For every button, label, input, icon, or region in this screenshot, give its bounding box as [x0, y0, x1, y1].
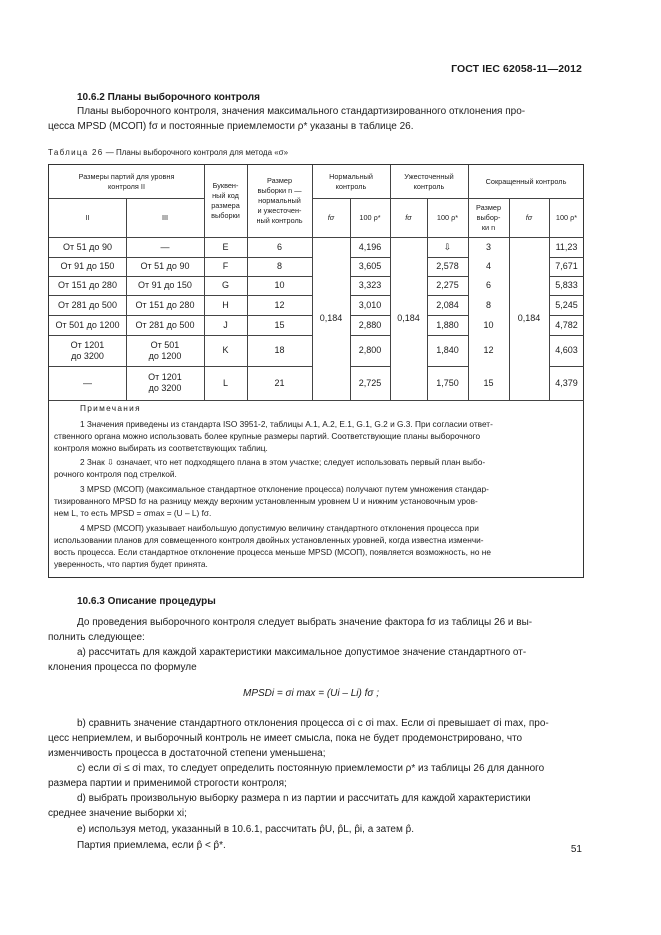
subheader-iii: III — [161, 212, 169, 222]
paragraph-line: размера партии и применимой строгости контроля; — [48, 778, 287, 789]
cell-rho-tight: 1,840 — [436, 345, 459, 355]
subheader-f-sigma: fσ — [327, 212, 335, 222]
paragraph-line: е) используя метод, указанный в 10.6.1, рассчитать p̂U, p̂L, p̂i, а затем p̂. — [77, 824, 414, 835]
cell-lot-ii: — — [83, 377, 92, 388]
note-line: уверенность, что партия будет принята. — [54, 559, 208, 569]
note-line: 2 Знак ⇩ означает, что нет подходящего плана в этом участке; следует использовать первый план выбо- — [80, 457, 486, 467]
note-line: тизированного MPSD fσ на разницу между верхним установленным уровнем U и нижним установочным уров- — [54, 496, 478, 506]
cell-rho-reduced: 11,23 — [555, 241, 578, 252]
cell-lot-iii: От 501 до 1200 — [148, 339, 182, 361]
cell-n: 21 — [274, 377, 285, 388]
notes-title: Примечания — [80, 403, 141, 413]
document-header: ГОСТ IEC 62058-11—2012 — [451, 63, 582, 75]
paragraph-line: цесса MPSD (МСОП) fσ и постоянные приемлемости ρ* указаны в таблице 26. — [48, 121, 414, 132]
cell-rho-reduced: 5,833 — [555, 280, 578, 290]
cell-rho-tight: 2,275 — [436, 280, 459, 290]
page-number: 51 — [570, 844, 582, 855]
section-title-10-6-3: 10.6.3 Описание процедуры — [77, 596, 216, 607]
cell-f-sigma-reduced: 0,184 — [517, 313, 541, 323]
paragraph-line: b) сравнить значение стандартного отклонения процесса σi с σi max. Если σi превышает σi max, про- — [77, 718, 549, 729]
subheader-reduced-n: Размер выбор- ки n — [475, 202, 502, 232]
cell-n: 12 — [274, 299, 285, 310]
cell-rho-tight: 2,578 — [436, 261, 459, 271]
cell-code: L — [222, 377, 228, 388]
subheader-f-sigma: fσ — [525, 212, 533, 222]
cell-f-sigma-normal: 0,184 — [319, 313, 343, 323]
cell-n: 10 — [274, 280, 285, 290]
header-normal: Нормальный контроль — [329, 171, 373, 191]
cell-lot-ii: От 281 до 500 — [58, 299, 117, 310]
paragraph-line: цесс неприемлем, и выборочный контроль не имеет смысла, пока не будет продемонстрировано, что — [48, 733, 523, 744]
cell-code: G — [221, 280, 229, 290]
paragraph-line: среднее значение выборки xi; — [48, 808, 187, 819]
cell-rho-normal: 3,605 — [358, 261, 382, 271]
paragraph-line: d) выбрать произвольную выборку размера n из партии и рассчитать для каждой характеристики — [77, 793, 531, 804]
subheader-100-rho: 100 ρ* — [359, 212, 381, 222]
formula-mpsd: MPSDi = σi max = (Ui – Li) fσ ; — [243, 688, 379, 699]
cell-n-reduced: 10 — [483, 319, 494, 330]
header-sample-size: Размер выборки n — нормальный и ужесточен- ный контроль — [256, 176, 303, 225]
subheader-100-rho: 100 ρ* — [555, 212, 578, 222]
section-title-10-6-2: 10.6.2 Планы выборочного контроля — [77, 92, 260, 103]
note-line: нем L, то есть MPSD = σmax = (U – L) fσ. — [54, 508, 212, 518]
note-line: вость процесса. Если стандартное отклонение процесса меньше MPSD (МСОП), появляется возможность, но не — [54, 547, 491, 557]
cell-rho-reduced: 4,782 — [555, 319, 578, 330]
cell-rho-reduced: 4,379 — [555, 377, 578, 388]
cell-lot-ii: От 1201 до 3200 — [70, 339, 105, 361]
cell-code: F — [222, 261, 229, 271]
cell-rho-tight: 1,750 — [436, 377, 459, 388]
header-reduced: Сокращенный контроль — [485, 176, 567, 186]
paragraph-line: Планы выборочного контроля, значения максимального стандартизированного отклонения про- — [77, 106, 526, 117]
paragraph-line: а) рассчитать для каждой характеристики максимальное допустимое значение стандартного от- — [77, 647, 527, 658]
cell-rho-reduced: 4,603 — [555, 345, 578, 355]
subheader-ii: II — [85, 212, 90, 222]
paragraph-line: с) если σi ≤ σi max, то следует определить постоянную приемлемости ρ* из таблицы 26 для данного — [77, 763, 545, 774]
cell-lot-iii: От 51 до 90 — [140, 261, 190, 271]
cell-n-reduced: 12 — [483, 345, 494, 355]
cell-n: 6 — [276, 241, 282, 252]
cell-rho-normal: 2,725 — [358, 377, 382, 388]
cell-rho-normal: 2,800 — [358, 345, 382, 355]
paragraph-line: До проведения выборочного контроля следует выбрать значение фактора fσ из таблицы 26 и вы- — [77, 617, 533, 628]
cell-rho-normal: 2,880 — [358, 319, 382, 330]
cell-n-reduced: 15 — [483, 377, 494, 388]
cell-code: H — [222, 299, 229, 310]
cell-lot-iii: От 91 до 150 — [138, 280, 192, 290]
cell-rho-reduced: 7,671 — [555, 261, 578, 271]
cell-n: 15 — [274, 319, 285, 330]
note-line: 3 MPSD (МСОП) (максимальное стандартное отклонение процесса) получают путем умножения стандар- — [80, 484, 489, 494]
cell-lot-iii: От 1201 до 3200 — [148, 372, 182, 393]
note-line: 4 MPSD (МСОП) указывает наибольшую допустимую величину стандартного отклонения процесса при — [80, 523, 479, 533]
subheader-100-rho: 100 ρ* — [436, 212, 459, 222]
paragraph-line: изменчивость процесса в достаточной степени уменьшена; — [48, 748, 326, 759]
cell-rho-normal: 3,323 — [358, 280, 382, 290]
cell-rho-tight: 1,880 — [436, 319, 459, 330]
subheader-f-sigma: fσ — [405, 212, 412, 222]
cell-lot-ii: От 51 до 90 — [63, 241, 112, 252]
note-line: рочного контроля под стрелкой. — [54, 469, 177, 479]
cell-rho-tight: 2,084 — [436, 299, 459, 310]
note-line: ственного органа можно использовать более крупные размеры партий. Соответствующие планы выборочного — [54, 431, 481, 441]
cell-n: 8 — [276, 261, 282, 271]
cell-lot-iii: — — [160, 241, 170, 252]
paragraph-line: полнить следующее: — [48, 632, 145, 643]
note-line: 1 Значения приведены из стандарта ISO 3951-2, таблицы А.1, А.2, Е.1, G.1, G.2 и G.3. При согласии ответ- — [80, 419, 493, 429]
paragraph-line: клонения процесса по формуле — [48, 662, 197, 673]
cell-rho-reduced: 5,245 — [555, 299, 578, 310]
note-line: использовании планов для совмещенного контроля двойных установленных уровней, когда известна изменчи- — [54, 535, 484, 545]
cell-n-reduced: 6 — [485, 280, 491, 290]
cell-f-sigma-tight: 0,184 — [397, 313, 420, 323]
header-tightened: Ужесточенный контроль — [404, 171, 454, 191]
cell-lot-ii: От 501 до 1200 — [55, 319, 120, 330]
cell-rho-normal: 4,196 — [358, 241, 382, 252]
cell-n: 18 — [274, 345, 285, 355]
cell-code: E — [222, 241, 229, 252]
cell-rho-tight: ⇩ — [443, 241, 452, 252]
cell-n-reduced: 8 — [485, 299, 491, 310]
header-lot-sizes: Размеры партий для уровня контроля II — [78, 171, 175, 191]
cell-n-reduced: 4 — [485, 261, 491, 271]
table-caption: Таблица 26 — Планы выборочного контроля для метода «σ» — [48, 148, 289, 157]
cell-code: K — [222, 345, 229, 355]
cell-lot-iii: От 151 до 280 — [135, 299, 195, 310]
cell-n-reduced: 3 — [485, 241, 491, 252]
note-line: контроля можно выбирать из соответствующих таблиц. — [54, 443, 268, 453]
header-letter-code: Буквен- ный код размера выборки — [211, 181, 240, 220]
paragraph-line: Партия приемлема, если p̂ < p̂*. — [77, 840, 226, 851]
cell-code: J — [223, 319, 228, 330]
cell-lot-ii: От 151 до 280 — [58, 280, 117, 290]
cell-rho-normal: 3,010 — [358, 299, 382, 310]
cell-lot-ii: От 91 до 150 — [60, 261, 115, 271]
cell-lot-iii: От 281 до 500 — [135, 319, 195, 330]
